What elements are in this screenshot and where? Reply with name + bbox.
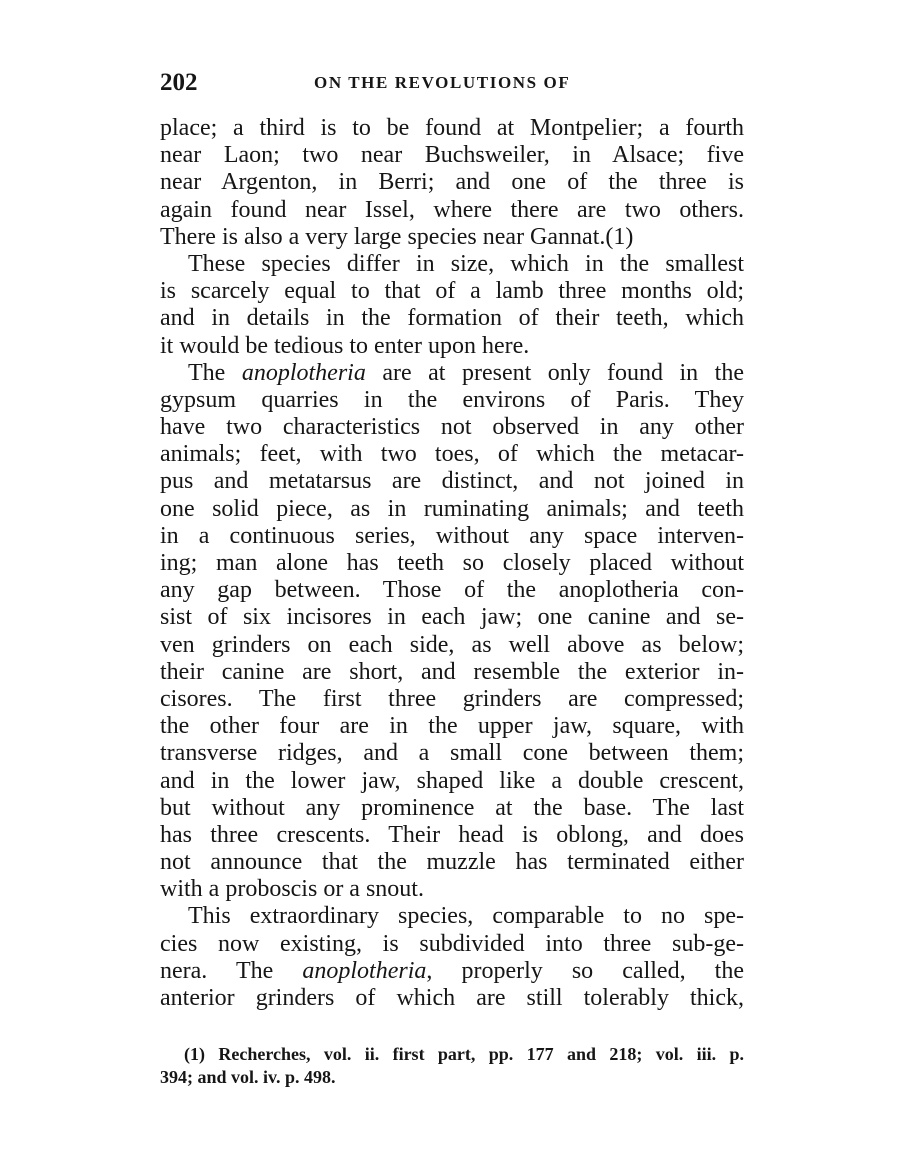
text-line: it would be tedious to enter upon here. <box>160 332 530 359</box>
text-line: anterior grinders of which are still tolerably thick, <box>160 985 744 1011</box>
text-line: ven grinders on each side, as well above as below; <box>160 631 744 658</box>
text-line: ing; man alone has teeth so closely placed without <box>160 550 744 576</box>
text-line: near Laon; two near Buchsweiler, in Alsace; five <box>160 142 744 169</box>
text-line: animals; feet, with two toes, of which the metacar- <box>160 441 744 468</box>
running-title: ON THE REVOLUTIONS OF <box>314 73 571 92</box>
footnote-line: 394; and vol. iv. p. 498. <box>160 1067 336 1087</box>
text-line: There is also a very large species near Gannat.(1) <box>160 223 634 250</box>
text-run: , properly so called, the <box>426 957 744 984</box>
text-line: This extraordinary species, comparable to no spe- <box>188 903 744 930</box>
text-line: not announce that the muzzle has terminated either <box>160 849 744 876</box>
footnote-line: (1) Recherches, vol. ii. first part, pp. 177 and 218; vol. iii. p. <box>184 1044 744 1064</box>
text-line: place; a third is to be found at Montpelier; a fourth <box>160 115 744 141</box>
page-number: 202 <box>160 69 198 96</box>
text-run: The <box>188 359 242 386</box>
text-line: cies now existing, is subdivided into three sub-ge- <box>160 930 744 957</box>
text-line: any gap between. Those of the anoplotheria con- <box>160 577 744 604</box>
text-line: their canine are short, and resemble the exterior in- <box>160 658 744 685</box>
text-line: sist of six incisores in each jaw; one canine and se- <box>160 604 744 631</box>
text-line: is scarcely equal to that of a lamb three months old; <box>160 278 744 305</box>
text-line: cisores. The first three grinders are compressed; <box>160 685 744 712</box>
text-run: are at present only found in the <box>365 359 744 386</box>
text-line: has three crescents. Their head is oblong, and does <box>160 821 744 848</box>
text-line: one solid piece, as in ruminating animals; and teeth <box>160 495 744 522</box>
text-line: again found near Issel, where there are two others. <box>160 196 744 223</box>
text-line: transverse ridges, and a small cone between them; <box>160 740 744 767</box>
text-line: have two characteristics not observed in any other <box>160 414 744 441</box>
text-line: with a proboscis or a snout. <box>160 876 424 903</box>
text-line: and in details in the formation of their teeth, which <box>160 305 744 332</box>
text-line <box>160 958 744 985</box>
text-line: gypsum quarries in the environs of Paris. They <box>160 386 744 413</box>
text-line: in a continuous series, without any space interven- <box>160 522 744 549</box>
italic-term: anoplotheria <box>302 957 427 984</box>
italic-term: anoplotheria <box>241 359 366 386</box>
text-line: the other four are in the upper jaw, square, with <box>160 713 744 740</box>
text-line: These species differ in size, which in the smallest <box>188 250 744 277</box>
footnote <box>160 1043 744 1089</box>
text-line: pus and metatarsus are distinct, and not joined in <box>160 468 744 495</box>
body-text <box>160 115 744 1012</box>
text-line <box>160 360 744 387</box>
text-line: but without any prominence at the base. The last <box>160 794 744 821</box>
text-line: and in the lower jaw, shaped like a double crescent, <box>160 767 744 794</box>
running-head <box>160 68 744 98</box>
text-line: near Argenton, in Berri; and one of the three is <box>160 169 744 196</box>
text-run: nera. The <box>160 957 303 984</box>
